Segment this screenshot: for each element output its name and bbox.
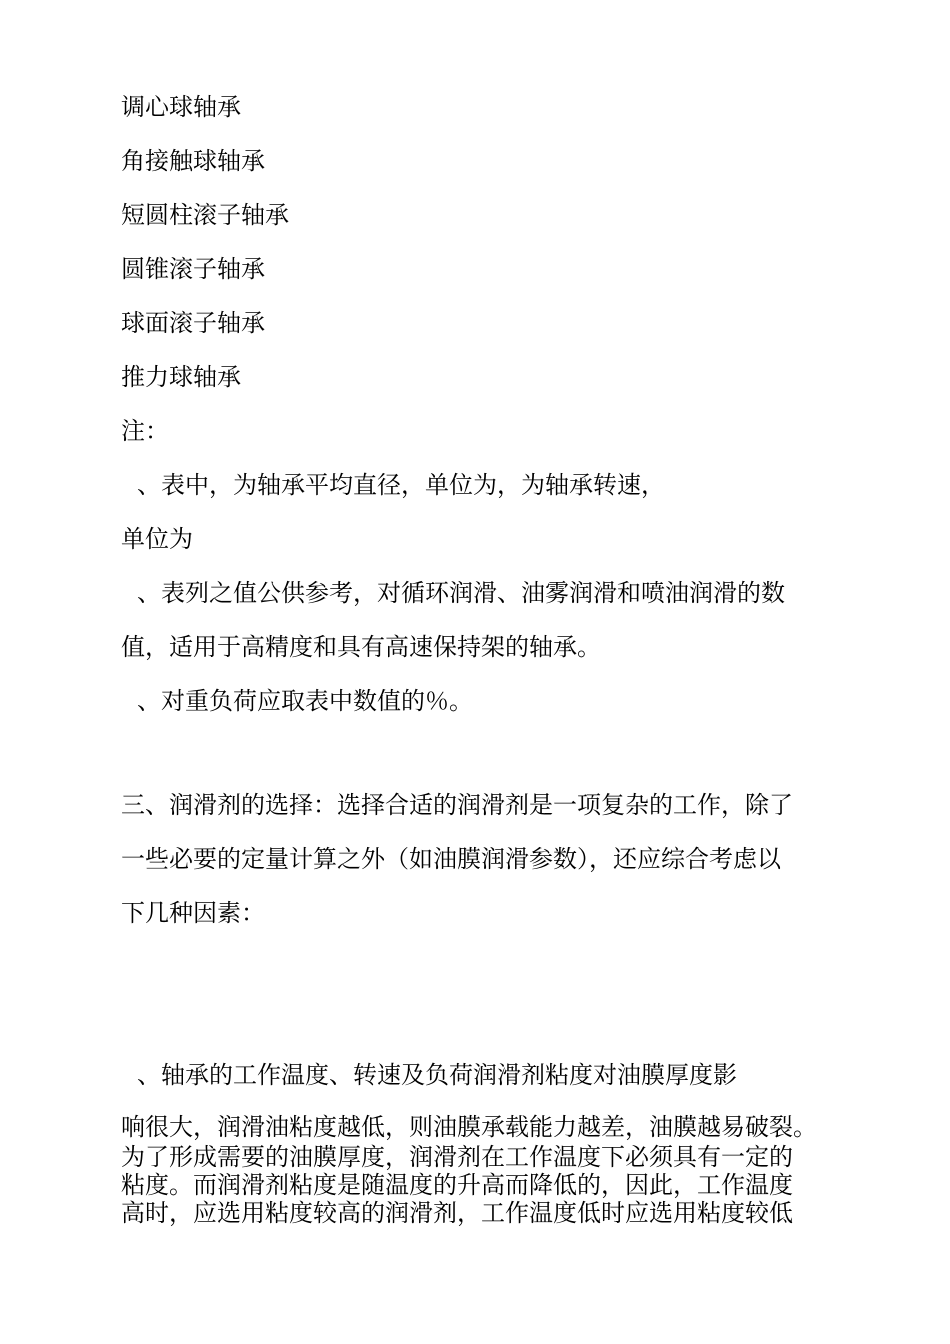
- factor-1-line-5: 高时，应选用粘度较高的润滑剂，工作温度低时应选用粘度较低: [121, 1199, 793, 1227]
- note-3: 、对重负荷应取表中数值的％。: [137, 687, 473, 715]
- section-3-line-1: 三、润滑剂的选择：选择合适的润滑剂是一项复杂的工作，除了: [121, 791, 793, 819]
- factor-1-line-2: 响很大，润滑油粘度越低，则油膜承载能力越差，油膜越易破裂。: [121, 1113, 817, 1141]
- bearing-type-2: 角接触球轴承: [121, 147, 265, 175]
- factor-1-line-1: 、轴承的工作温度、转速及负荷润滑剂粘度对油膜厚度影: [137, 1061, 737, 1089]
- note-2-line-2: 值，适用于高精度和具有高速保持架的轴承。: [121, 633, 601, 661]
- bearing-type-6: 推力球轴承: [121, 363, 241, 391]
- factor-1-line-3: 为了形成需要的油膜厚度，润滑剂在工作温度下必须具有一定的: [121, 1143, 793, 1171]
- note-1-line-2: 单位为: [121, 525, 193, 553]
- section-3-line-2: 一些必要的定量计算之外（如油膜润滑参数），还应综合考虑以: [121, 845, 781, 873]
- bearing-type-3: 短圆柱滚子轴承: [121, 201, 289, 229]
- bearing-type-1: 调心球轴承: [121, 93, 241, 121]
- notes-heading: 注：: [121, 417, 169, 445]
- note-1-line-1: 、表中，为轴承平均直径，单位为，为轴承转速，: [137, 471, 665, 499]
- note-2-line-1: 、表列之值公供参考，对循环润滑、油雾润滑和喷油润滑的数: [137, 579, 785, 607]
- factor-1-line-4: 粘度。而润滑剂粘度是随温度的升高而降低的，因此，工作温度: [121, 1171, 793, 1199]
- bearing-type-4: 圆锥滚子轴承: [121, 255, 265, 283]
- bearing-type-5: 球面滚子轴承: [121, 309, 265, 337]
- section-3-line-3: 下几种因素：: [121, 899, 265, 927]
